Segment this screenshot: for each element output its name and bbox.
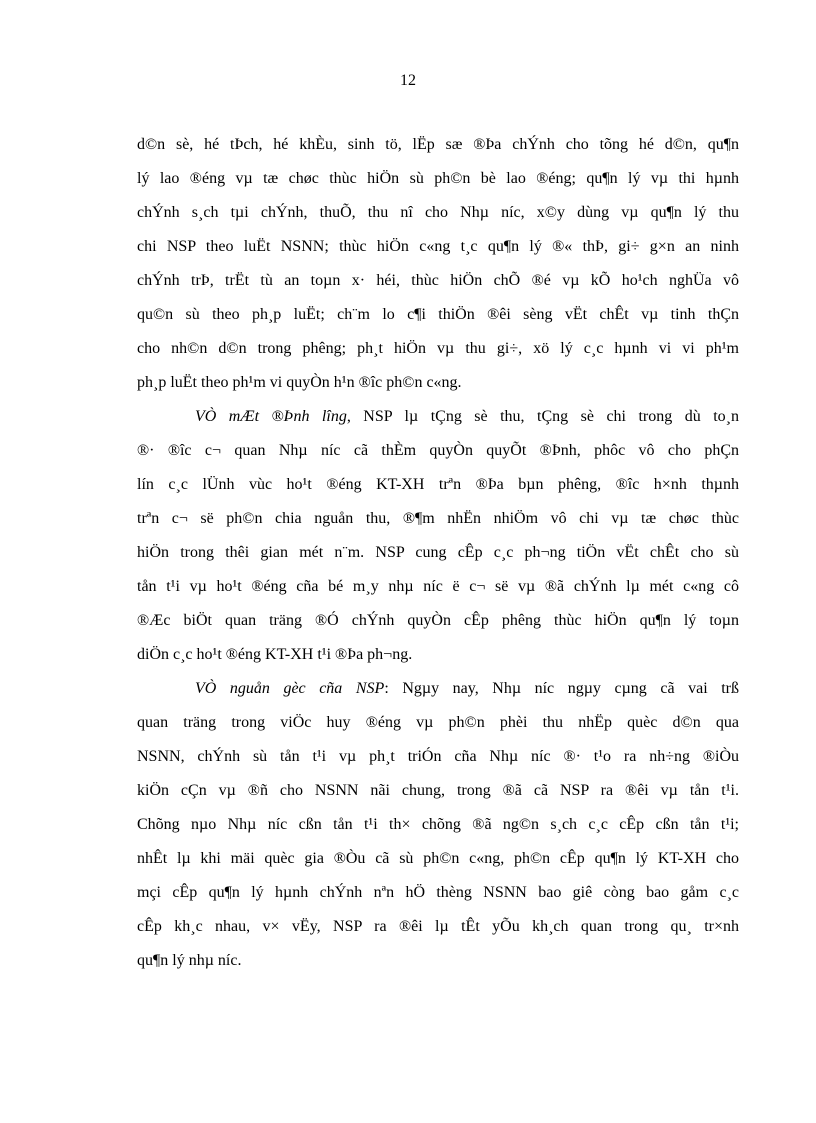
text-line: ®· ®îc c¬ quan Nhµ níc cã thÈm quyÒn quyÕt ®Þnh, phôc vô cho phÇn [137,442,739,459]
paragraph-lead-rest: : Ngµy nay, Nhµ níc ngµy cµng cã vai trß [384,680,739,697]
text-line: quan träng trong viÖc huy ®éng vµ ph©n phèi thu nhËp quèc d©n qua [137,714,739,731]
text-line: chÝnh s¸ch tµi chÝnh, thuÕ, thu nî cho Nhµ níc, x©y dùng vµ qu¶n lý thu [137,204,739,221]
text-line: trªn c¬ së ph©n chia nguån thu, ®¶m nhËn nhiÖm vô chi vµ tæ chøc thùc [137,510,739,527]
text-line: cÊp kh¸c nhau, v× vËy, NSP ra ®êi lµ tÊt yÕu kh¸ch quan trong qu¸ tr×nh [137,918,739,935]
text-line: chi NSP theo luËt NSNN; thùc hiÖn c«ng t¸c qu¶n lý ®« thÞ, gi÷ g×n an ninh [137,238,739,255]
text-line: cho nh©n d©n trong phêng; ph¸t hiÖn vµ thu gi÷, xö lý c¸c hµnh vi vi ph¹m [137,340,739,357]
text-line [137,672,739,706]
paragraph-2 [137,400,739,672]
paragraph-lead: VÒ nguån gèc cña NSP [195,680,385,697]
text-line [137,400,739,434]
paragraph-1 [137,128,739,400]
text-line: nhÊt lµ khi mäi quèc gia ®Òu cã sù ph©n c«ng, ph©n cÊp qu¶n lý KT-XH cho [137,850,739,867]
text-line: ®Æc biÖt quan träng ®Ó chÝnh quyÒn cÊp phêng thùc hiÖn qu¶n lý toµn [137,612,739,629]
text-line: NSNN, chÝnh sù tån t¹i vµ ph¸t triÓn cña Nhµ níc ®· t¹o ra nh÷ng ®iÒu [137,748,739,765]
text-line: Chõng nµo Nhµ níc cßn tån t¹i th× chõng ®ã ng©n s¸ch c¸c cÊp cßn tån t¹i; [137,816,739,833]
text-line: mçi cÊp qu¶n lý hµnh chÝnh nªn hÖ thèng NSNN bao giê còng bao gåm c¸c [137,884,739,901]
text-line: chÝnh trÞ, trËt tù an toµn x· héi, thùc hiÖn chÕ ®é vµ kÕ ho¹ch nghÜa vô [137,272,739,289]
text-line: qu¶n lý nhµ níc. [137,952,242,969]
text-line: kiÖn cÇn vµ ®ñ cho NSNN nãi chung, trong ®ã cã NSP ra ®êi vµ tån t¹i. [137,782,739,799]
text-line: hiÖn trong thêi gian mét n¨m. NSP cung cÊp c¸c ph¬ng tiÖn vËt chÊt cho sù [137,544,739,561]
text-line: diÖn c¸c ho¹t ®éng KT-XH t¹i ®Þa ph¬ng. [137,646,413,663]
text-line: qu©n sù theo ph¸p luËt; ch¨m lo c¶i thiÖn ®êi sèng vËt chÊt vµ tinh thÇn [137,306,739,323]
paragraph-3 [137,672,739,978]
text-line: lý lao ®éng vµ tæ chøc thùc hiÖn sù ph©n bè lao ®éng; qu¶n lý vµ thi hµnh [137,170,739,187]
text-line: lín c¸c lÜnh vùc ho¹t ®éng KT-XH trªn ®Þa bµn phêng, ®îc h×nh thµnh [137,476,739,493]
text-line: ph¸p luËt theo ph¹m vi quyÒn h¹n ®îc ph©n c«ng. [137,374,462,391]
paragraph-lead: VÒ mÆt ®Þnh lîng [195,408,347,425]
text-line: tån t¹i vµ ho¹t ®éng cña bé m¸y nhµ níc ë c¬ së vµ ®ã chÝnh lµ mét c«ng cô [137,578,739,595]
text-line: d©n sè, hé tÞch, hé khÈu, sinh tö, lËp sæ ®Þa chÝnh cho tõng hé d©n, qu¶n [137,136,739,153]
body-text [137,128,739,978]
page-number: 12 [400,72,416,89]
paragraph-lead-rest: , NSP lµ tÇng sè thu, tÇng sè chi trong dù to¸n [346,408,739,425]
